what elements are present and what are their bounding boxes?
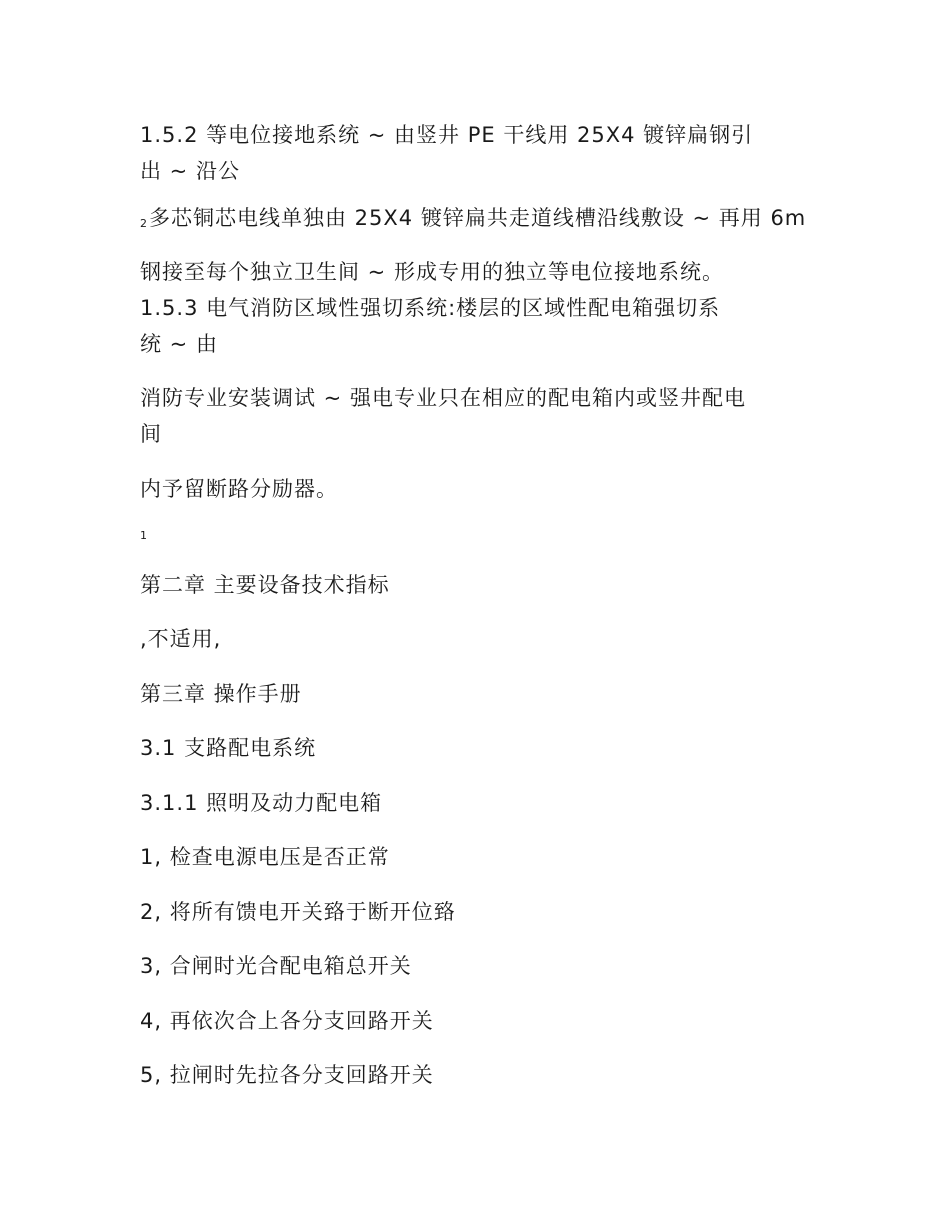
not-applicable-text: ,不适用,: [140, 627, 222, 651]
step-2: 2, 将所有馈电开关臵于断开位臵: [140, 900, 456, 924]
chapter-two-heading: 第二章 主要设备技术指标: [140, 573, 390, 597]
paragraph-line-continuation-2: 统 ~ 由: [140, 332, 218, 356]
subscript-mark: 2: [140, 217, 147, 230]
step-1: 1, 检查电源电压是否正常: [140, 845, 390, 869]
section-3-1-heading: 3.1 支路配电系统: [140, 736, 317, 760]
step-4: 4, 再依次合上各分支回路开关: [140, 1009, 434, 1033]
paragraph-line-breaker: 内予留断路分励器。: [140, 477, 338, 501]
step-3: 3, 合闸时光合配电箱总开关: [140, 954, 412, 978]
paragraph-line-1-5-2: 1.5.2 等电位接地系统 ~ 由竖井 PE 干线用 25X4 镀锌扁钢引: [140, 123, 754, 147]
paragraph-line-continuation-3: 间: [140, 422, 162, 446]
paragraph-line-cable: [140, 204, 806, 238]
paragraph-line-fire: 消防专业安装调试 ~ 强电专业只在相应的配电箱内或竖井配电: [140, 386, 746, 410]
chapter-three-heading: 第三章 操作手册: [140, 682, 302, 706]
step-5: 5, 拉闸时先拉各分支回路开关: [140, 1063, 434, 1087]
paragraph-line-bathroom: 钢接至每个独立卫生间 ~ 形成专用的独立等电位接地系统。: [140, 260, 724, 284]
page-number: 1: [140, 529, 147, 542]
paragraph-line-1-5-3: 1.5.3 电气消防区域性强切系统:楼层的区域性配电箱强切系: [140, 296, 721, 320]
section-3-1-1-heading: 3.1.1 照明及动力配电箱: [140, 791, 383, 815]
paragraph-line-cable-text: 多芯铜芯电线单独由 25X4 镀锌扁共走道线槽沿线敷设 ~ 再用 6m: [149, 206, 807, 230]
paragraph-line-continuation: 出 ~ 沿公: [140, 159, 240, 183]
